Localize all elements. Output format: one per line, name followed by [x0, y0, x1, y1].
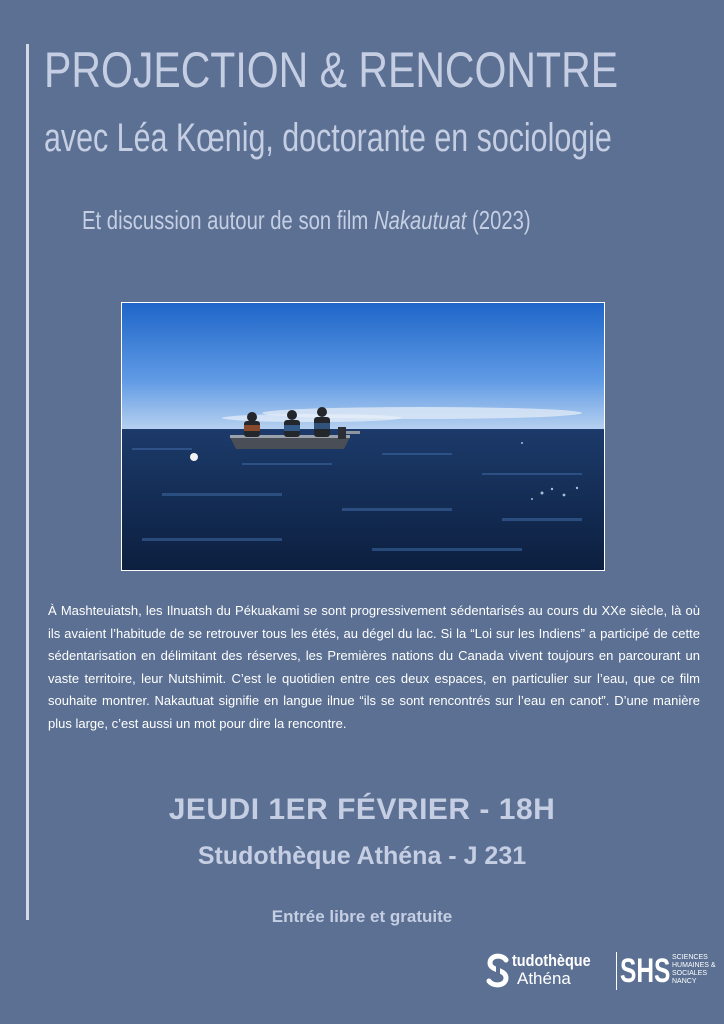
studotheque-s-logo-icon — [484, 952, 512, 990]
studotheque-logo-text: tudothèque — [512, 951, 591, 970]
shs-caption-line: SCIENCES — [672, 954, 708, 961]
athena-logo-text: Athéna — [517, 969, 571, 988]
film-year: (2023) — [466, 205, 531, 235]
shs-caption-line: SOCIALES — [672, 970, 708, 977]
discussion-prefix: Et discussion autour de son film — [82, 205, 374, 235]
partner-logos — [484, 948, 714, 998]
film-still-photo — [121, 302, 605, 571]
event-date-time: JEUDI 1ER FÉVRIER - 18H — [168, 793, 556, 826]
shs-caption-line: HUMAINES & — [672, 962, 716, 969]
poster-title: PROJECTION & RENCONTRE — [44, 42, 619, 98]
boat-on-lake-illustration — [122, 303, 604, 570]
decorative-vertical-line — [26, 44, 29, 920]
shs-caption-line: NANCY — [672, 978, 697, 985]
film-description: À Mashteuiatsh, les Ilnuatsh du Pékuakami se sont progressivement sédentarisés au cours du XXe siècle, là où ils avaient l’habitude de se retrouver tous les étés, au dégel du lac. Si la “Loi sur les Indiens” a participé de cette sédentarisation en délimitant des réserves, les Premières nations du Canada vivent toujours en parcourant un vaste territoire, leur Nutshimit. C’est le quotidien entre ces deux espaces, en particulier sur l’eau, que ce film souhaite montrer. Nakautuat signifie en langue ilnue “ils se sont rencontrés sur l’eau en canot”. D’une manière plus large, c’est aussi un mot pour dire la rencontre. — [48, 603, 700, 731]
shs-logo-text: SHS — [620, 952, 671, 990]
event-location: Studothèque Athéna - J 231 — [197, 842, 527, 870]
admission-info: Entrée libre et gratuite — [271, 907, 453, 926]
discussion-line — [82, 202, 675, 238]
film-title: Nakautuat — [373, 205, 467, 235]
logo-divider — [616, 952, 617, 990]
shs-logo-caption — [672, 954, 718, 986]
poster-subtitle: avec Léa Kœnig, doctorante en sociologie — [44, 116, 612, 160]
